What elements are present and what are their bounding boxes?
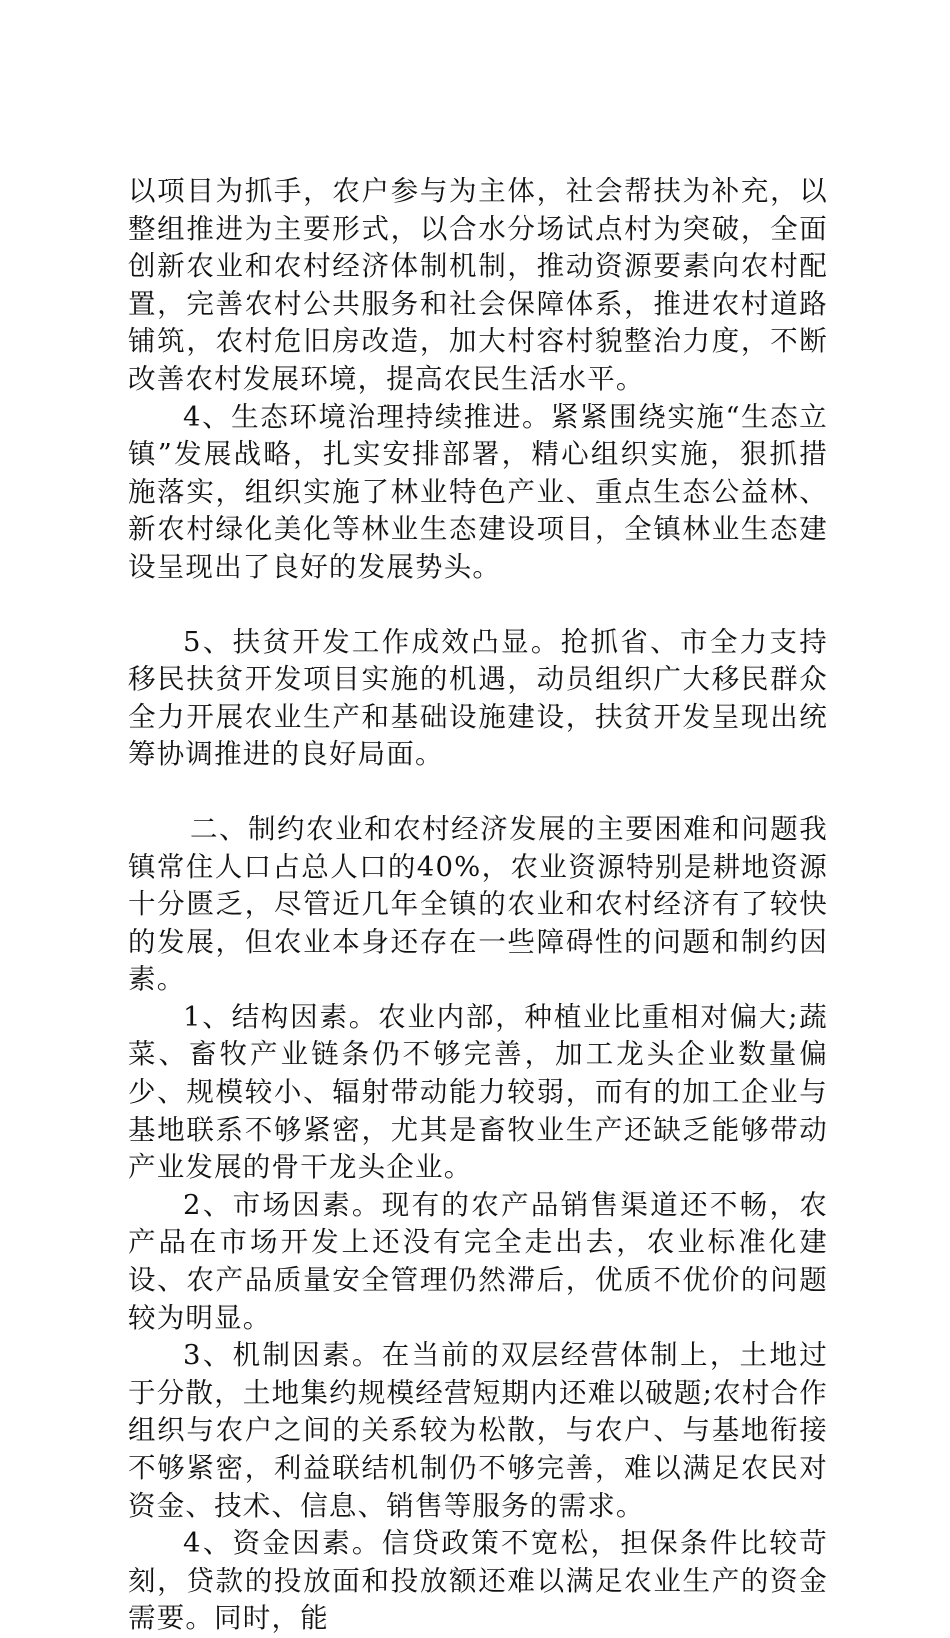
- paragraph-mechanism-factor: 3、机制因素。在当前的双层经营体制上，土地过于分散，土地集约规模经营短期内还难以破题;农村合作组织与农户之间的关系较为松散，与农户、与基地衔接不够紧密，利益联结机制仍不够完善，难以满足农民对资金、技术、信息、销售等服务的需求。: [128, 1339, 828, 1522]
- paragraph-continuation: 以项目为抓手，农户参与为主体，社会帮扶为补充，以整组推进为主要形式，以合水分场试点村为突破，全面创新农业和农村经济体制机制，推动资源要素向农村配置，完善农村公共服务和社会保障体系，推进农村道路铺筑，农村危旧房改造，加大村容村貌整治力度，不断改善农村发展环境，提高农民生活水平。: [128, 175, 828, 395]
- paragraph-poverty-alleviation: 5、扶贫开发工作成效凸显。抢抓省、市全力支持移民扶贫开发项目实施的机遇，动员组织广大移民群众全力开展农业生产和基础设施建设，扶贫开发呈现出统筹协调推进的良好局面。: [128, 625, 828, 771]
- paragraph-funding-factor: 4、资金因素。信贷政策不宽松，担保条件比较苛刻，贷款的投放面和投放额还难以满足农业生产的资金需要。同时，能: [128, 1527, 828, 1635]
- section-heading-constraints: 二、制约农业和农村经济发展的主要困难和问题我镇常住人口占总人口的40%，农业资源特别是耕地资源十分匮乏，尽管近几年全镇的农业和农村经济有了较快的发展，但农业本身还存在一些障碍性的问题和制约因素。: [128, 812, 828, 996]
- paragraph-market-factor: 2、市场因素。现有的农产品销售渠道还不畅，农产品在市场开发上还没有完全走出去，农业标准化建设、农产品质量安全管理仍然滞后，优质不优价的问题较为明显。: [128, 1188, 828, 1334]
- document-body: [128, 173, 828, 1638]
- paragraph-ecology: 4、生态环境治理持续推进。紧紧围绕实施“生态立镇”发展战略，扎实安排部署，精心组织实施，狠抓措施落实，组织实施了林业特色产业、重点生态公益林、新农村绿化美化等林业生态建设项目，全镇林业生态建设呈现出了良好的发展势头。: [128, 400, 828, 583]
- paragraph-spacer: [128, 774, 828, 811]
- paragraph-spacer: [128, 587, 828, 624]
- paragraph-structure-factor: 1、结构因素。农业内部，种植业比重相对偏大;蔬菜、畜牧产业链条仍不够完善，加工龙头企业数量偏少、规模较小、辐射带动能力较弱，而有的加工企业与基地联系不够紧密，尤其是畜牧业生产还缺乏能够带动产业发展的骨干龙头企业。: [128, 1000, 828, 1184]
